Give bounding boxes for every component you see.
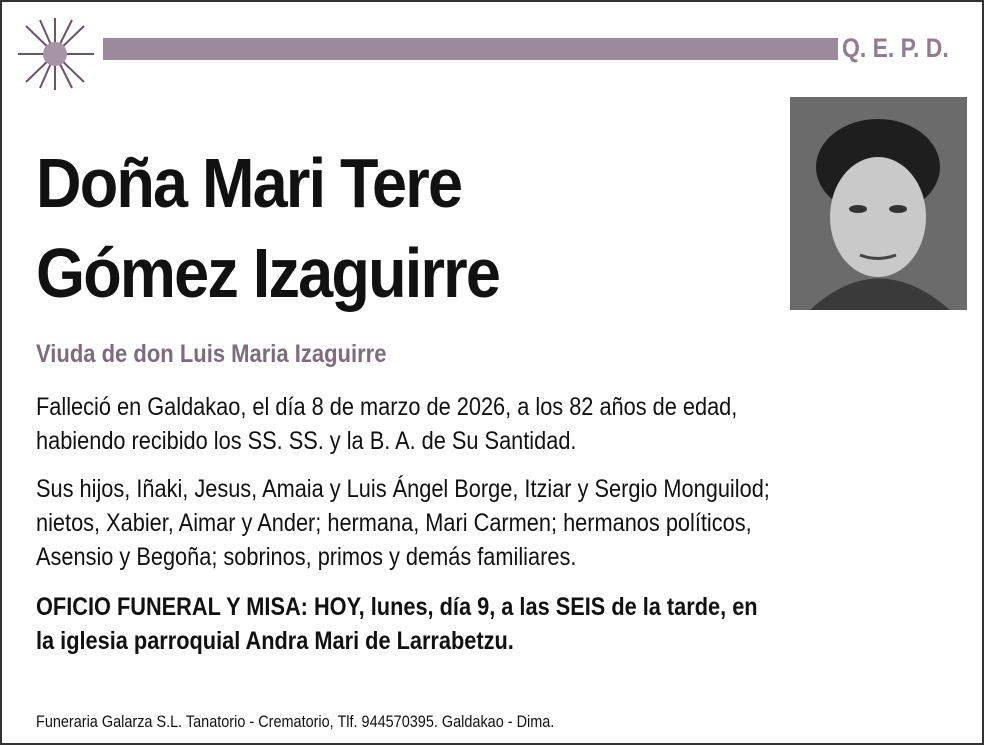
thistle-flower-icon bbox=[12, 14, 98, 94]
name-line-1: Doña Mari Tere bbox=[36, 144, 462, 222]
death-line: Falleció en Galdakao, el día 8 de marzo de 2026, a los 82 años de edad, bbox=[36, 393, 738, 421]
family-line: nietos, Xabier, Aimar y Ander; hermana, Mari Carmen; hermanos políticos, bbox=[36, 509, 752, 537]
qepd-label: Q. E. P. D. bbox=[842, 33, 949, 63]
death-notice bbox=[36, 390, 737, 458]
funeral-info bbox=[36, 590, 758, 658]
header-bar bbox=[103, 38, 838, 60]
family-list bbox=[36, 472, 770, 574]
funeral-home-footer: Funeraria Galarza S.L. Tanatorio - Crematorio, Tlf. 944570395. Galdakao - Dima. bbox=[36, 712, 555, 731]
death-line: habiendo recibido los SS. SS. y la B. A. de Su Santidad. bbox=[36, 427, 577, 455]
funeral-line: OFICIO FUNERAL Y MISA: HOY, lunes, día 9, a las SEIS de la tarde, en bbox=[36, 593, 758, 621]
portrait-photo bbox=[790, 97, 967, 310]
family-line: Sus hijos, Iñaki, Jesus, Amaia y Luis Ángel Borge, Itziar y Sergio Monguilod; bbox=[36, 475, 770, 503]
family-line: Asensio y Begoña; sobrinos, primos y demás familiares. bbox=[36, 543, 577, 571]
name-line-2: Gómez Izaguirre bbox=[36, 234, 500, 312]
deceased-name bbox=[36, 138, 499, 318]
subtitle: Viuda de don Luis Maria Izaguirre bbox=[36, 340, 387, 368]
funeral-line: la iglesia parroquial Andra Mari de Larrabetzu. bbox=[36, 627, 514, 655]
